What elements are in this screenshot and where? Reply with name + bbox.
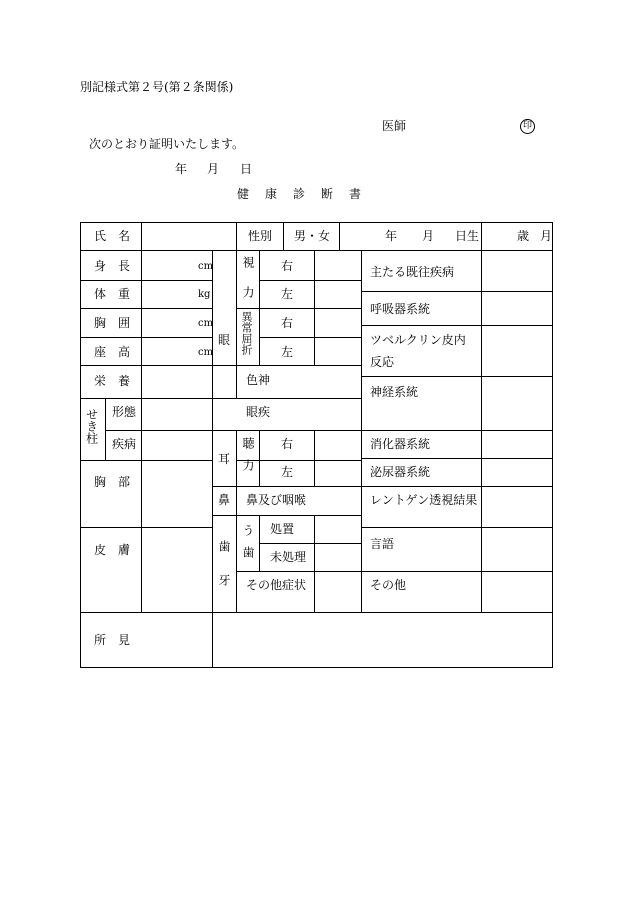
urinary-system-label: 泌尿器系統 xyxy=(370,465,431,479)
spine-shape-label: 形態 xyxy=(112,405,137,419)
mid-row-line xyxy=(259,337,362,338)
right-row-line xyxy=(361,291,553,292)
nutrition-label: 栄養 xyxy=(94,374,143,388)
xray-result-label: レントゲン透視結果 xyxy=(370,493,478,507)
tuberculin-label-line2: 反応 xyxy=(370,355,395,369)
mid-row-line xyxy=(212,486,362,487)
age-month: 月 xyxy=(540,229,553,243)
right-row-line xyxy=(361,486,553,487)
row1-divider xyxy=(339,222,340,250)
vision-label: 視力 xyxy=(241,256,255,316)
weight-label: 体重 xyxy=(94,287,143,301)
right-col-divider xyxy=(481,250,482,612)
spine-label: せき柱 xyxy=(84,408,99,444)
birth-day: 日生 xyxy=(455,229,480,243)
chest-girth-unit: cm xyxy=(198,318,214,329)
caries-label: う歯 xyxy=(241,524,255,568)
certify-text: 次のとおり証明いたします。 xyxy=(89,137,245,151)
left-row-line xyxy=(80,460,213,461)
left-row-line xyxy=(80,337,213,338)
hearing-label: 聴力 xyxy=(241,437,255,481)
row1-divider xyxy=(283,222,284,250)
vision-left: 左 xyxy=(281,287,294,301)
mid-row-line xyxy=(212,365,362,366)
doctor-label: 医師 xyxy=(382,119,407,133)
document-title: 健康診断書 xyxy=(237,187,378,201)
nose-throat-label: 鼻及び咽喉 xyxy=(246,493,307,507)
table-border-left xyxy=(80,222,81,668)
past-illness-label: 主たる既往疾病 xyxy=(370,265,455,279)
eye-disease-label: 眼疾 xyxy=(246,405,271,419)
respiratory-label: 呼吸器系統 xyxy=(370,302,431,316)
right-row-line xyxy=(361,325,553,326)
sitting-height-unit: cm xyxy=(198,347,214,358)
refraction-right: 右 xyxy=(281,316,294,330)
others-label: その他 xyxy=(370,578,407,592)
left-row-line xyxy=(80,527,213,528)
seal-icon xyxy=(520,119,535,134)
table-border-bottom xyxy=(80,667,553,668)
vision-right: 右 xyxy=(281,259,294,273)
age-suffix: 歳 xyxy=(517,229,530,243)
seal-glyph: 印 xyxy=(522,121,532,131)
birth-year: 年 xyxy=(385,229,398,243)
left-col-divider xyxy=(141,250,142,612)
date-month: 月 xyxy=(207,162,220,176)
nervous-system-label: 神経系統 xyxy=(370,385,419,399)
mid-row-line xyxy=(212,515,362,516)
left-row-line xyxy=(80,398,213,399)
left-row-line xyxy=(80,280,213,281)
weight-unit: kg xyxy=(198,289,211,300)
mid-col-divider xyxy=(361,250,362,612)
sex-options: 男・女 xyxy=(294,229,331,243)
name-label: 氏名 xyxy=(94,229,143,243)
teeth-label: 歯牙 xyxy=(217,540,231,608)
findings-label: 所見 xyxy=(94,633,143,647)
refraction-label: 異常屈折 xyxy=(240,311,253,355)
left-row-line xyxy=(80,308,213,309)
mid-col-divider xyxy=(236,250,237,398)
mid-col-divider xyxy=(236,430,237,486)
digestive-system-label: 消化器系統 xyxy=(370,437,431,451)
mid-row-line xyxy=(259,280,362,281)
table-border-right xyxy=(552,222,553,668)
mid-col-divider xyxy=(314,430,315,486)
row1-divider xyxy=(236,222,237,250)
row1-bottom-line xyxy=(80,250,553,251)
date-year: 年 xyxy=(175,162,188,176)
spine-disease-label: 疾病 xyxy=(112,437,137,451)
hearing-right: 右 xyxy=(281,437,294,451)
nose-label: 鼻 xyxy=(218,493,231,507)
mid-col-divider xyxy=(314,515,315,612)
right-row-line xyxy=(361,571,553,572)
mid-col-divider xyxy=(259,430,260,486)
mid-row-line xyxy=(141,430,362,431)
chest-girth-label: 胸囲 xyxy=(94,316,143,330)
caries-treated: 処置 xyxy=(270,522,295,536)
right-row-line xyxy=(361,376,553,377)
chest-section-label: 胸部 xyxy=(94,475,143,489)
skin-label: 皮膚 xyxy=(94,543,143,557)
birth-month: 月 xyxy=(422,229,435,243)
ear-label: 耳 xyxy=(218,452,231,466)
hearing-left: 左 xyxy=(281,465,294,479)
color-vision-label: 色神 xyxy=(246,373,271,387)
caries-untreated: 未処理 xyxy=(270,550,307,564)
left-row-line xyxy=(80,365,213,366)
speech-label: 言語 xyxy=(370,537,395,551)
date-day: 日 xyxy=(240,162,253,176)
form-number: 別記様式第２号(第２条関係) xyxy=(80,80,234,94)
row1-divider xyxy=(481,222,482,250)
refraction-left: 左 xyxy=(281,345,294,359)
mid-row-line xyxy=(259,543,362,544)
height-label: 身長 xyxy=(94,259,143,273)
mid-col-divider xyxy=(236,486,237,612)
right-row-line xyxy=(361,458,553,459)
tuberculin-label-line1: ツベルクリン皮内 xyxy=(370,333,466,347)
eye-label: 眼 xyxy=(218,333,231,347)
sex-label: 性別 xyxy=(248,229,273,243)
other-symptoms-label: その他症状 xyxy=(246,578,307,592)
mid-row-line xyxy=(236,571,362,572)
findings-field[interactable] xyxy=(213,613,552,667)
right-row-line xyxy=(361,430,553,431)
table-border-top xyxy=(80,222,553,223)
right-row-line xyxy=(361,527,553,528)
spine-divider xyxy=(105,398,106,460)
left-col-divider xyxy=(212,250,213,668)
height-unit: cm xyxy=(198,261,214,272)
mid-row-line xyxy=(212,398,362,399)
sitting-height-label: 座高 xyxy=(94,345,143,359)
